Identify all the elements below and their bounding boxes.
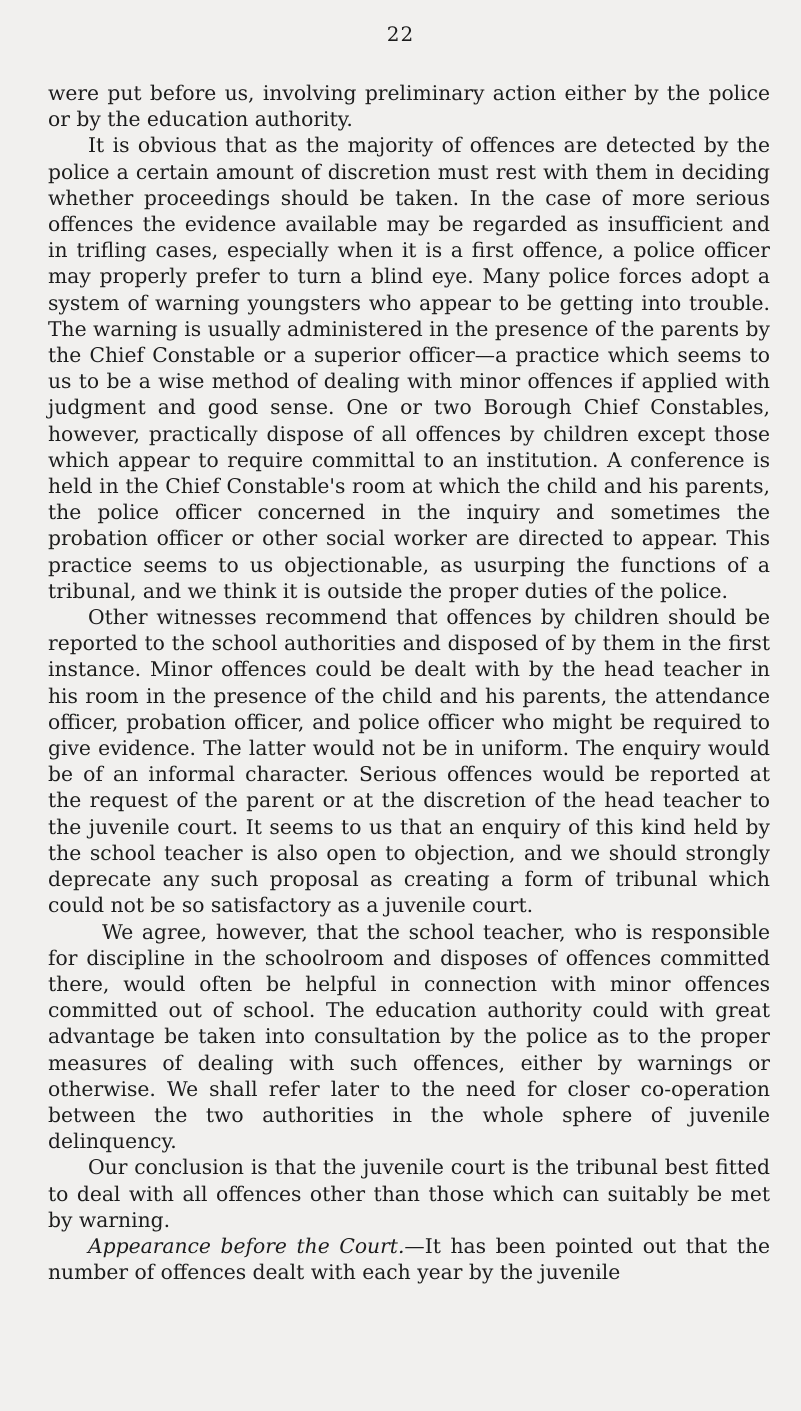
appearance-text: —It has been pointed out that the number of offences dealt with each year by the juvenile	[48, 1233, 771, 1285]
page-number: 22	[386, 22, 415, 46]
body-text	[48, 80, 770, 1285]
paragraph-conclusion: Our conclusion is that the juvenile court is the tribunal best fitted to deal with all offences other than those which can suitably be met by warning.	[48, 1155, 770, 1232]
paragraph-continuation: were put before us, involving preliminary action either by the police or by the education authority.	[48, 81, 770, 132]
section-heading-appearance: Appearance before the Court.	[88, 1233, 405, 1258]
paragraph-school-authorities: Other witnesses recommend that offences by children should be reported to the school authorities and disposed of by them in the first instance. Minor offences could be dealt with by the head teacher in his room in the presence of the child and his parents, the attendance officer, probation officer, and police officer who might be required to give evidence. The latter would not be in uniform. The enquiry would be of an informal character. Serious offences would be reported at the request of the parent or at the discretion of the head teacher to the juvenile court. It seems to us that an enquiry of this kind held by the school teacher is also open to objection, and we should strongly deprecate any such proposal as creating a form of tribunal which could not be so satisfactory as a juvenile court.	[48, 605, 770, 918]
paragraph-police-discretion: It is obvious that as the majority of offences are detected by the police a certain amount of discretion must rest with them in deciding whether proceedings should be taken. In the case of more serious offences the evidence available may be regarded as insufficient and in trifling cases, especially when it is a first offence, a police officer may properly prefer to turn a blind eye. Many police forces adopt a system of warning youngsters who appear to be getting into trouble. The warning is usually administered in the presence of the parents by the Chief Constable or a superior officer—a practice which seems to us to be a wise method of dealing with minor offences if applied with judgment and good sense. One or two Borough Chief Constables, however, practically dispose of all offences by children except those which appear to require committal to an institution. A conference is held in the Chief Constable's room at which the child and his parents, the police officer concerned in the inquiry and sometimes the probation officer or other social worker are directed to appear. This practice seems to us objectionable, as usurping the functions of a tribunal, and we think it is outside the proper duties of the police.	[48, 133, 770, 603]
paragraph-appearance	[48, 1233, 770, 1285]
paragraph-school-teacher: We agree, however, that the school teacher, who is responsible for discipline in the schoolroom and disposes of offences committed there, would often be helpful in connection with minor offences committed out of school. The education authority could with great advantage be taken into consultation by the police as to the proper measures of dealing with such offences, either by warnings or otherwise. We shall refer later to the need for closer co-operation between the two authorities in the whole sphere of juvenile delinquency.	[48, 919, 770, 1154]
